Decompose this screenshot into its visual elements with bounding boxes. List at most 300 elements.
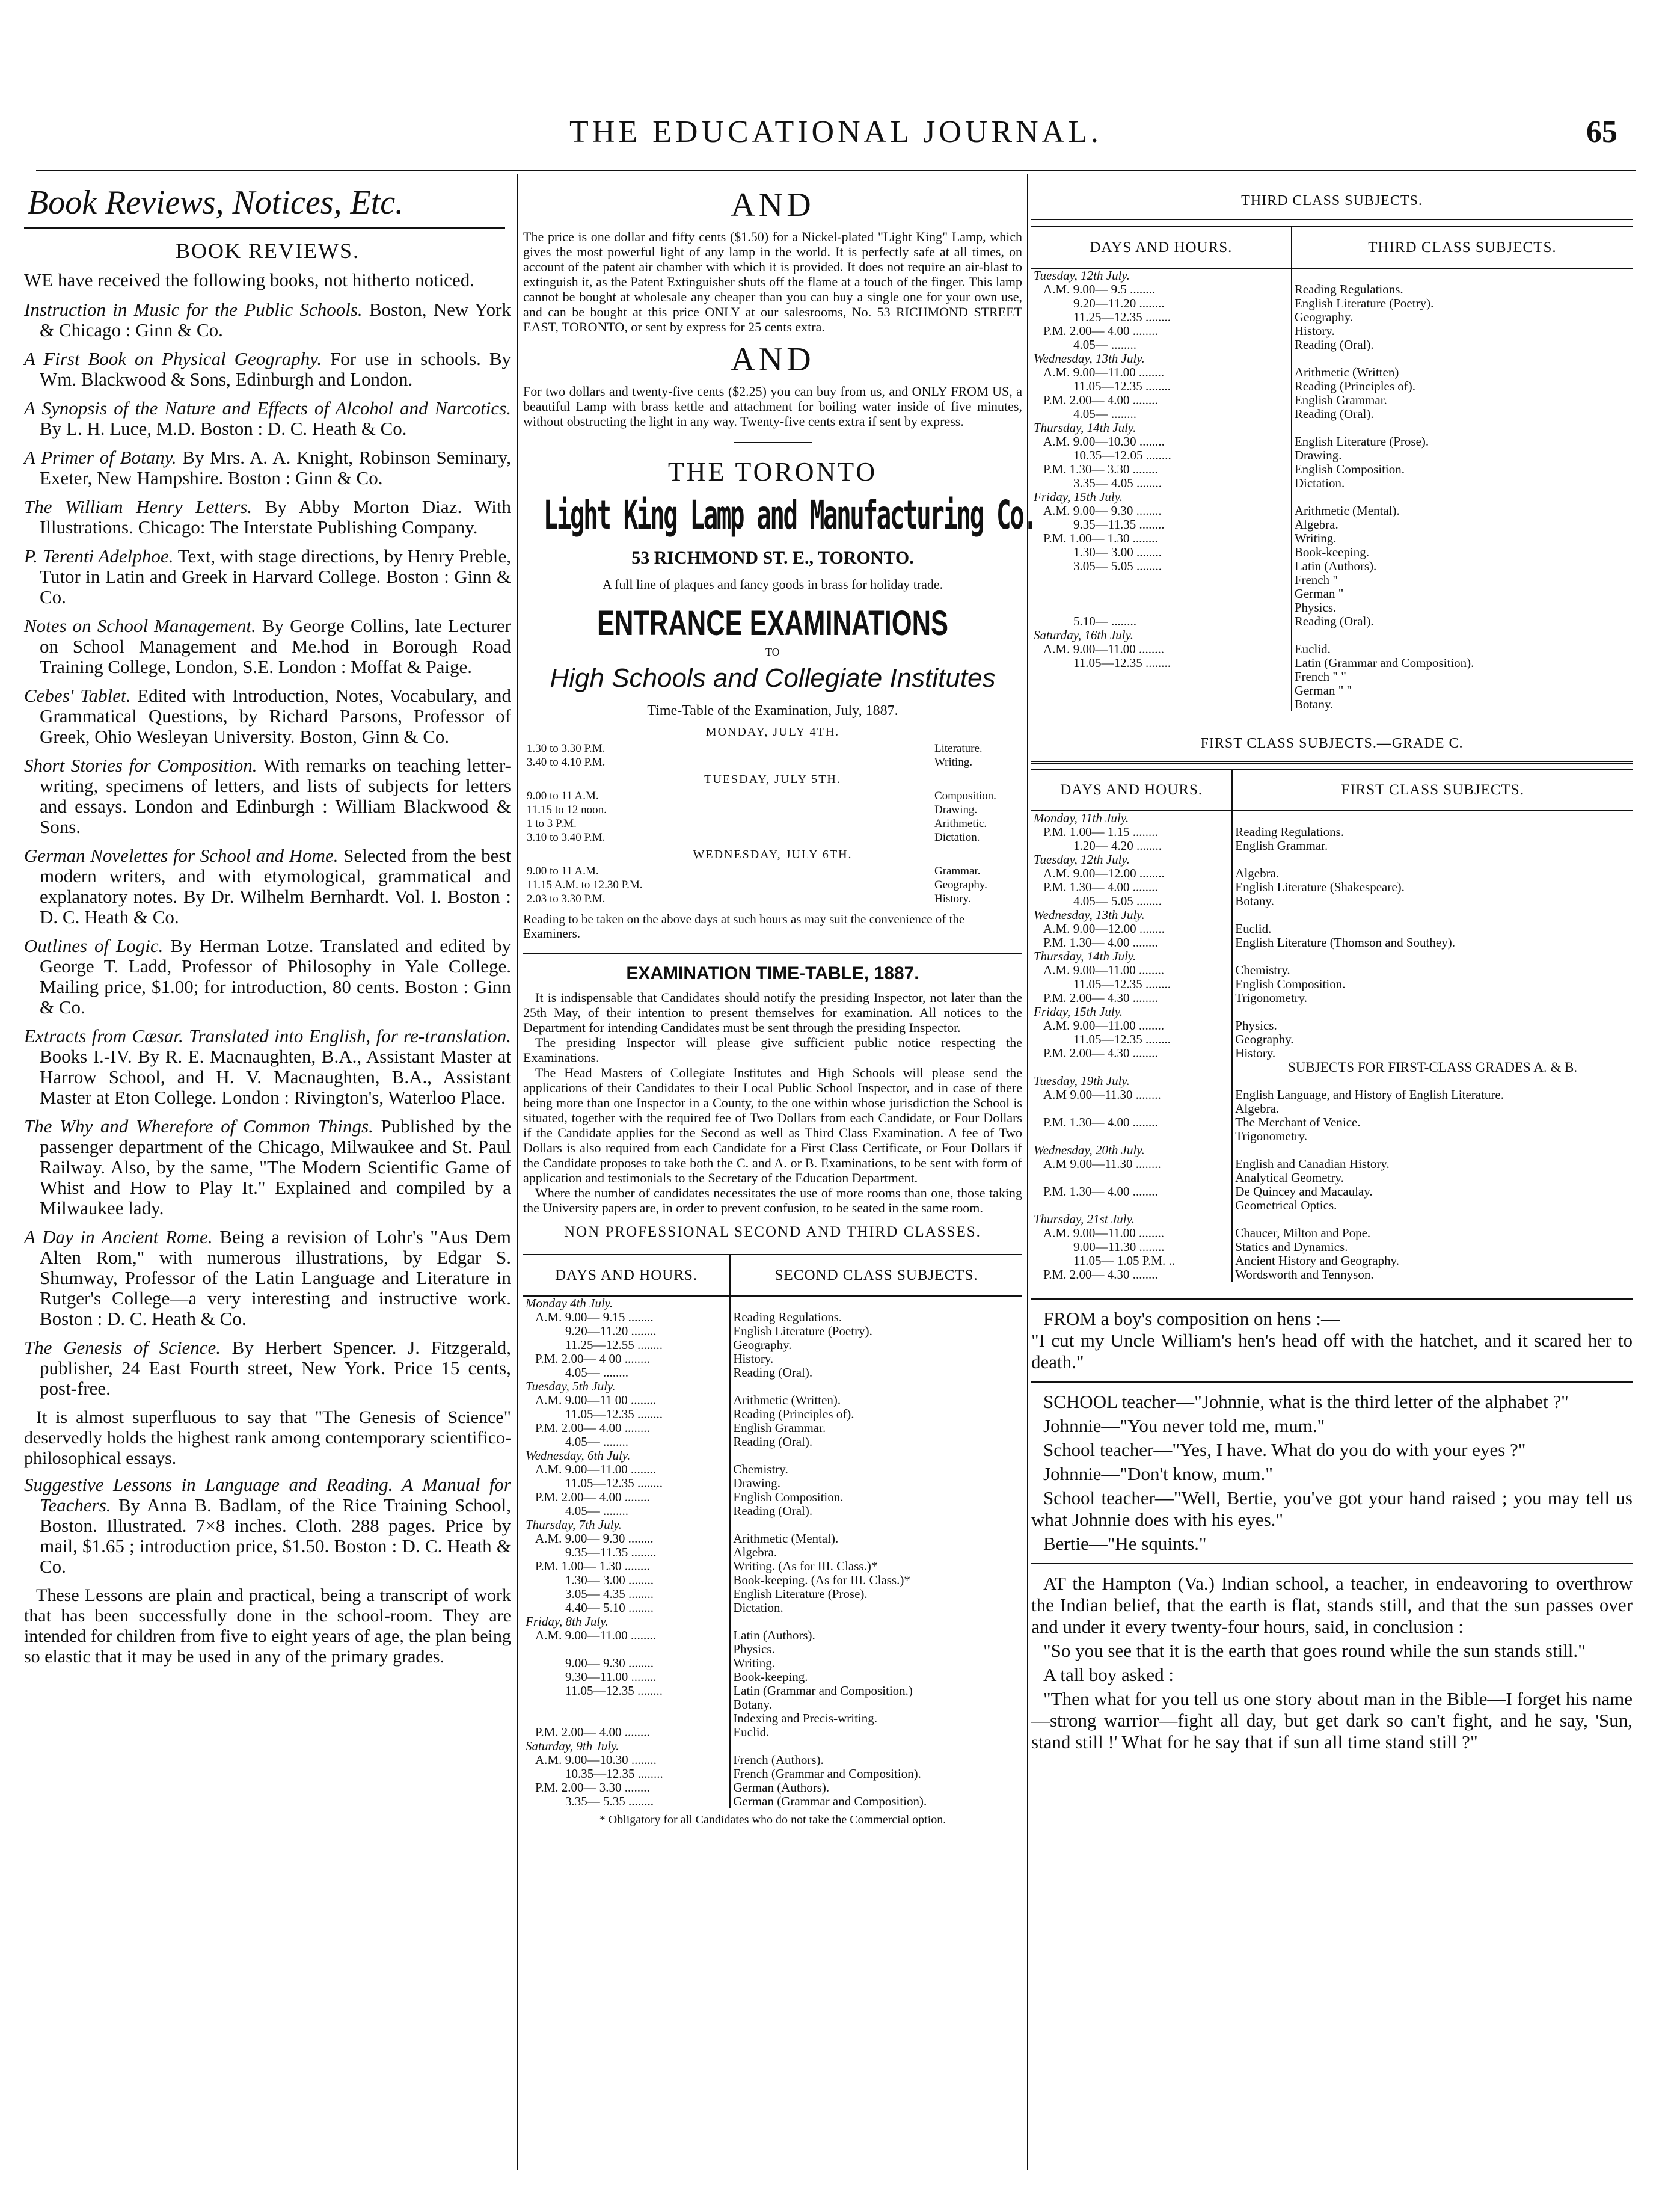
- company-name: Light King Lamp and Manufacturing Co.: [543, 492, 1037, 538]
- hours-cell: [1031, 587, 1292, 601]
- hours-cell: 3.05— 4.35 ........: [565, 1587, 654, 1601]
- day-label: Thursday, 7th July.: [526, 1517, 622, 1532]
- hours-cell: 1.20— 4.20 ........: [1073, 838, 1162, 853]
- hours-cell: [1031, 1102, 1232, 1116]
- hours-cell: A.M. 9.00—10.30 ........: [1043, 434, 1165, 449]
- subject-cell: English Literature (Thomson and Southey).: [1232, 936, 1633, 950]
- slot-time: 9.00 to 11 A.M.: [527, 790, 599, 802]
- subject-cell: Chemistry.: [730, 1463, 1022, 1476]
- table-row: [1031, 908, 1633, 922]
- subject-cell: Reading (Oral).: [1292, 338, 1633, 352]
- lessons-paragraph: These Lessons are plain and practical, being a transcript of work that has been successfully done in the school-room. They are intended for children from five to eight years of age, the plan being so elastic that it may be used in any of the primary grades.: [24, 1585, 511, 1667]
- table-row: [1031, 559, 1633, 573]
- anecdote-line: "So you see that it is the earth that goes round while the sun stands still.": [1043, 1640, 1586, 1661]
- exam-slot: [527, 892, 1019, 906]
- column-header: FIRST CLASS SUBJECTS.: [1232, 769, 1633, 811]
- table-row: [1031, 504, 1633, 518]
- anecdote-line: Johnnie—"You never told me, mum.": [1043, 1415, 1325, 1436]
- table-row: [1031, 532, 1633, 545]
- subject-cell: Botany.: [1232, 894, 1633, 908]
- table-row: [523, 1296, 1022, 1310]
- table-rule: [1031, 219, 1633, 221]
- book-details: Text, with stage directions, by Henry Preble, Tutor in Latin and Greek in Harvard College. Boston : Ginn & Co.: [40, 545, 511, 607]
- book-details: Edited with Introduction, Notes, Vocabulary, and Grammatical Questions, by Richard Parsons, Professor of Greek, Ohio Wesleyan University. Boston, Ginn & Co.: [40, 685, 511, 747]
- divider: [523, 953, 1022, 954]
- table-row: [523, 1421, 1022, 1435]
- subject-cell: English and Canadian History.: [1232, 1157, 1633, 1171]
- hours-cell: 4.05— ........: [1073, 337, 1136, 352]
- table-row: [1031, 366, 1633, 379]
- hours-cell: 9.20—11.20 ........: [1073, 296, 1165, 310]
- table-row: [523, 1725, 1022, 1739]
- table-row: [1031, 587, 1633, 601]
- table-row: [1031, 283, 1633, 296]
- subject-cell: History.: [1232, 1046, 1633, 1060]
- slot-subject: Drawing.: [934, 803, 978, 816]
- table-row: [1031, 1143, 1633, 1157]
- table-row: [523, 1642, 1022, 1656]
- exam-slot: [527, 789, 1019, 803]
- table-row: [1031, 839, 1633, 853]
- hours-cell: A.M. 9.00— 9.30 ........: [535, 1531, 654, 1546]
- hours-cell: P.M. 1.30— 4.00 ........: [1043, 935, 1158, 950]
- exam-paragraph: The presiding Inspector will please give sufficient public notice respecting the Examinations.: [523, 1035, 1022, 1065]
- book-title: The Genesis of Science.: [24, 1337, 221, 1358]
- hours-cell: A.M. 9.00—11.00 ........: [1043, 1018, 1165, 1033]
- subject-cell: Reading (Oral).: [1292, 407, 1633, 421]
- table-row: [1031, 421, 1633, 435]
- section-title: Book Reviews, Notices, Etc.: [28, 184, 404, 221]
- hours-cell: 4.40— 5.10 ........: [565, 1600, 654, 1615]
- book-title: A First Book on Physical Geography.: [24, 348, 322, 369]
- table-row: [1031, 379, 1633, 393]
- anecdote-line: School teacher—"Yes, I have. What do you do with your eyes ?": [1043, 1439, 1526, 1460]
- subject-cell: Euclid.: [730, 1725, 1022, 1739]
- kettle-ad-text: For two dollars and twenty-five cents ($2.25) you can buy from us, and ONLY FROM US, a beautiful Lamp with brass kettle and attachment for boiling water inside of five minutes, without obstructing the light in any way. Twenty-five cents extra if sent by express.: [523, 384, 1022, 429]
- day-label: Saturday, 9th July.: [526, 1739, 619, 1753]
- subject-cell: [1232, 1074, 1633, 1088]
- subject-cell: History.: [1292, 324, 1633, 338]
- subject-cell: Reading (Oral).: [1292, 615, 1633, 628]
- subject-cell: Physics.: [730, 1642, 1022, 1656]
- table-row: [523, 1366, 1022, 1380]
- table-row: [1031, 1046, 1633, 1060]
- day-label: Tuesday, 12th July.: [1034, 852, 1130, 867]
- exam-paragraph: Where the number of candidates necessitates the use of more rooms than one, those taking the University papers are, in order to prevent confusion, to be seated in the same room.: [523, 1185, 1022, 1215]
- subject-cell: [1232, 811, 1633, 825]
- table-row: [523, 1615, 1022, 1629]
- hours-cell: 11.05—12.35 ........: [565, 1683, 663, 1698]
- slot-subject: Composition.: [934, 790, 996, 802]
- hours-cell: P.M. 1.00— 1.30 ........: [535, 1559, 650, 1573]
- subject-cell: Wordsworth and Tennyson.: [1232, 1268, 1633, 1282]
- subject-cell: Algebra.: [730, 1546, 1022, 1559]
- subject-cell: [730, 1739, 1022, 1753]
- toronto-heading: THE TORONTO: [667, 457, 878, 487]
- review-entry: [24, 1116, 511, 1218]
- subject-cell: Algebra.: [1292, 518, 1633, 532]
- subject-cell: [1232, 1143, 1633, 1157]
- slot-time: 11.15 A.M. to 12.30 P.M.: [527, 879, 643, 891]
- anecdote-line: "Then what for you tell us one story about man in the Bible—I forget his name—strong warrior—fight all day, but get dark so can't fight, and he say, 'Sun, stand still !' What for he say that if sun all time stand still ?": [1031, 1688, 1633, 1753]
- subject-cell: [1292, 628, 1633, 642]
- journal-title: THE EDUCATIONAL JOURNAL.: [569, 115, 1102, 149]
- subject-cell: English Language, and History of English Literature.: [1232, 1088, 1633, 1102]
- exam-paragraph: The Head Masters of Collegiate Institutes and High Schools will please send the applications of their Candidates to their Local Public School Inspector, and in case of there being more than one Inspector in a County, to the one within whose jurisdiction the School is situated, together with the required fee of Two Dollars from each Candidate, or Four Dollars if the Candidate applies for the Second as well as Third Class Examination. A fee of Two Dollars is also required from each Candidate for a First Class Certificate, or Four Dollars if the Candidate proposes to take both the C. and A. or B. Examinations, to be sent with form of application and testimonials to the Secretary of the Education Department.: [523, 1065, 1022, 1185]
- book-details: By George Collins, late Lecturer on School Management and Me.hod in Borough Road Training College, London, S.E. London : Moffat & Paige.: [40, 615, 511, 677]
- book-title: Short Stories for Composition.: [24, 755, 257, 776]
- subject-cell: Chaucer, Milton and Pope.: [1232, 1226, 1633, 1240]
- table-row: [1031, 449, 1633, 462]
- hours-cell: 4.05— ........: [1073, 407, 1136, 421]
- company-address: 53 RICHMOND ST. E., TORONTO.: [631, 548, 914, 568]
- hours-cell: 9.30—11.00 ........: [565, 1670, 657, 1684]
- subject-cell: English Composition.: [1292, 462, 1633, 476]
- table-row: [1031, 922, 1633, 936]
- table-row: [1031, 352, 1633, 366]
- day-label: Thursday, 21st July.: [1034, 1212, 1135, 1226]
- table-row: [523, 1352, 1022, 1366]
- table-row: [523, 1739, 1022, 1753]
- table-row: [1031, 1005, 1633, 1019]
- hours-cell: A.M. 9.00— 9.15 ........: [535, 1310, 654, 1324]
- slot-subject: Writing.: [934, 756, 973, 769]
- subject-cell: English Literature (Prose).: [1292, 435, 1633, 449]
- subject-cell: English Grammar.: [1292, 393, 1633, 407]
- table-row: [523, 1518, 1022, 1532]
- subject-cell: English Literature (Prose).: [730, 1587, 1022, 1601]
- subject-cell: English Composition.: [730, 1490, 1022, 1504]
- review-entry: [24, 1227, 511, 1329]
- second-class-table: [523, 1254, 1022, 1808]
- hours-cell: A.M. 9.00—11 00 ........: [535, 1393, 657, 1407]
- slot-time: 9.00 to 11 A.M.: [527, 865, 599, 877]
- subject-cell: Latin (Grammar and Composition).: [1292, 656, 1633, 670]
- table-row: [1031, 1240, 1633, 1254]
- table-row: [523, 1310, 1022, 1324]
- hours-cell: P.M. 2.00— 4.30 ........: [1043, 1046, 1158, 1060]
- hours-cell: [1031, 684, 1292, 698]
- table-row: [1031, 963, 1633, 977]
- table-row: [1031, 1074, 1633, 1088]
- table-row: [523, 1407, 1022, 1421]
- book-title: German Novelettes for School and Home.: [24, 845, 339, 866]
- book-details: For use in schools. By Wm. Blackwood & Sons, Edinburgh and London.: [40, 348, 511, 390]
- divider: [734, 442, 812, 443]
- day-label: Tuesday, 19th July.: [1034, 1074, 1130, 1088]
- hours-cell: 9.00—11.30 ........: [1073, 1240, 1165, 1254]
- day-label: Monday, 11th July.: [1034, 811, 1129, 825]
- hours-cell: P.M. 2.00— 4.30 ........: [1043, 991, 1158, 1005]
- divider: [1031, 1381, 1633, 1383]
- hours-cell: [1031, 698, 1292, 711]
- table-row: [523, 1573, 1022, 1587]
- subject-cell: Book-keeping.: [730, 1670, 1022, 1684]
- book-details: By Anna B. Badlam, of the Rice Training School, Boston. Illustrated. 7×8 inches. Cloth. 288 pages. Price by mail, $1.65 ; introduction price, $1.50. Boston : D. C. Heath & Co.: [40, 1495, 511, 1577]
- review-entry: [24, 1338, 511, 1399]
- table-row: [1031, 268, 1633, 283]
- table-row: [1031, 698, 1633, 711]
- table-row: [523, 1463, 1022, 1476]
- table-row: [523, 1476, 1022, 1490]
- subject-cell: French (Grammar and Composition).: [730, 1767, 1022, 1781]
- review-entry: [24, 1026, 511, 1108]
- hours-cell: 1.30— 3.00 ........: [1073, 545, 1162, 559]
- book-details: By Abby Morton Diaz. With Illustrations. Chicago: The Interstate Publishing Company.: [40, 496, 511, 538]
- to-line: — TO —: [752, 646, 794, 658]
- subject-cell: Writing.: [1292, 532, 1633, 545]
- book-details: By Herman Lotze. Translated and edited by George T. Ladd, Professor of Philosophy in Yale College. Mailing price, $1.00; for introduction, 80 cents. Boston : Ginn & Co.: [40, 935, 511, 1018]
- table-row: [1031, 1226, 1633, 1240]
- subject-cell: Book-keeping. (As for III. Class.)*: [730, 1573, 1022, 1587]
- subject-cell: English Literature (Shakespeare).: [1232, 880, 1633, 894]
- hours-cell: [1031, 601, 1292, 615]
- hours-cell: A.M. 9.00— 9.30 ........: [1043, 503, 1162, 518]
- hours-cell: A.M. 9.00—12.00 ........: [1043, 866, 1165, 880]
- book-title: A Synopsis of the Nature and Effects of Alcohol and Narcotics.: [24, 398, 511, 419]
- table-row: [1031, 894, 1633, 908]
- slot-subject: Literature.: [934, 742, 983, 755]
- subject-cell: Latin (Authors).: [1292, 559, 1633, 573]
- table-row: [1031, 867, 1633, 880]
- hours-cell: A.M. 9.00—10.30 ........: [535, 1753, 657, 1767]
- book-title: The Why and Wherefore of Common Things.: [24, 1116, 373, 1137]
- column-header: THIRD CLASS SUBJECTS.: [1292, 227, 1633, 268]
- hours-cell: P.M. 2.00— 4.00 ........: [535, 1421, 650, 1435]
- hours-cell: A.M 9.00—11.30 ........: [1043, 1087, 1161, 1102]
- high-schools-heading: High Schools and Collegiate Institutes: [550, 663, 996, 693]
- first-class-caption: FIRST CLASS SUBJECTS.—GRADE C.: [1200, 736, 1464, 751]
- table-row: [1031, 1088, 1633, 1102]
- anecdote-line: AT the Hampton (Va.) Indian school, a teacher, in endeavoring to overthrow the Indian belief, that the earth is flat, stands still, and that the sun passes over and under it every twenty-four hours, said, in conclusion :: [1031, 1573, 1633, 1637]
- book-title: A Primer of Botany.: [24, 447, 177, 468]
- table-row: [523, 1670, 1022, 1684]
- subject-cell: Botany.: [730, 1698, 1022, 1712]
- subject-cell: Algebra.: [1232, 1102, 1633, 1116]
- subject-cell: Statics and Dynamics.: [1232, 1240, 1633, 1254]
- advertisement-column: [523, 183, 1037, 2176]
- book-details: With remarks on teaching letter-writing, specimens of letters, and lists of subjects for letters and essays. London and Edinburgh : William Blackwood & Sons.: [40, 755, 511, 837]
- hours-cell: 3.35— 5.35 ........: [565, 1794, 654, 1808]
- subject-cell: German (Grammar and Composition).: [730, 1795, 1022, 1808]
- table-row: [1031, 615, 1633, 628]
- book-details: Boston, New York & Chicago : Ginn & Co.: [40, 299, 511, 340]
- school-teacher-anecdote: [1031, 1391, 1633, 1555]
- table-row: [1031, 490, 1633, 504]
- book-reviews-heading: BOOK REVIEWS.: [176, 239, 360, 263]
- day-label: Monday 4th July.: [526, 1296, 613, 1310]
- book-reviews-column: [24, 183, 511, 2176]
- plaques-line: A full line of plaques and fancy goods in brass for holiday trade.: [602, 577, 943, 592]
- hours-cell: P.M. 2.00— 3.30 ........: [535, 1780, 650, 1795]
- hours-cell: 11.25—12.35 ........: [1073, 310, 1171, 324]
- hours-cell: A.M. 9.00—11.00 ........: [1043, 1226, 1165, 1240]
- hours-cell: 4.05— ........: [565, 1365, 628, 1380]
- entrance-timetable: [523, 725, 1022, 906]
- hours-cell: 4.05— ........: [565, 1434, 628, 1449]
- hours-cell: 5.10— ........: [1073, 614, 1136, 628]
- hours-cell: A.M. 9.00—11.00 ........: [1043, 963, 1165, 977]
- table-row: [1031, 324, 1633, 338]
- table-row: [1031, 1212, 1633, 1226]
- book-details: Selected from the best modern writers, and with etymological, grammatical and explanatory notes. By Dr. Wilhelm Bernhardt. Vol. I. Boston : D. C. Heath & Co.: [40, 845, 512, 927]
- subject-cell: Dictation.: [1292, 476, 1633, 490]
- subject-cell: De Quincey and Macaulay.: [1232, 1185, 1633, 1199]
- subject-cell: Reading Regulations.: [1232, 825, 1633, 839]
- day-label: Thursday, 14th July.: [1034, 949, 1136, 963]
- subject-cell: Reading (Oral).: [730, 1504, 1022, 1518]
- hours-cell: [1031, 670, 1292, 684]
- hours-cell: 9.20—11.20 ........: [565, 1324, 657, 1338]
- table-row: [1031, 1019, 1633, 1033]
- table-row: [1031, 991, 1633, 1005]
- subject-cell: English Composition.: [1232, 977, 1633, 991]
- table-row: [523, 1587, 1022, 1601]
- table-row: [1031, 1254, 1633, 1268]
- exam-slot: [527, 878, 1019, 892]
- review-entry: [24, 936, 511, 1018]
- table-row: [523, 1559, 1022, 1573]
- timetable-heading: Time-Table of the Examination, July, 1887.: [647, 703, 898, 719]
- third-class-table: [1031, 226, 1633, 711]
- book-details: By Herbert Spencer. J. Fitzgerald, publisher, 24 East Fourth street, New York. Price 15 cents, post-free.: [40, 1337, 511, 1399]
- table-row: [523, 1629, 1022, 1642]
- table-row: [1031, 950, 1633, 963]
- review-entry: [24, 300, 511, 340]
- slot-subject: Dictation.: [934, 831, 980, 844]
- and-heading: AND: [731, 341, 815, 378]
- subject-cell: Arithmetic (Mental).: [730, 1532, 1022, 1546]
- hours-cell: P.M. 1.30— 4.00 ........: [1043, 880, 1158, 894]
- hours-cell: 10.35—12.05 ........: [1073, 448, 1171, 462]
- exam-slot: [527, 755, 1019, 769]
- exam-slot: [527, 864, 1019, 878]
- hours-cell: 11.05—12.35 ........: [565, 1476, 663, 1490]
- book-details: By Mrs. A. A. Knight, Robinson Seminary, Exeter, New Hampshire. Boston : Ginn & Co.: [40, 447, 511, 488]
- subject-cell: [1292, 352, 1633, 366]
- table-row: [1031, 310, 1633, 324]
- table-row: [523, 1546, 1022, 1559]
- hours-cell: 9.35—11.35 ........: [1073, 517, 1165, 532]
- exam-slot: [527, 817, 1019, 831]
- anecdote-line: Bertie—"He squints.": [1043, 1533, 1207, 1554]
- table-row: [523, 1795, 1022, 1808]
- day-label: Friday, 8th July.: [526, 1614, 609, 1629]
- subject-cell: Algebra.: [1232, 867, 1633, 880]
- table-row: [1031, 462, 1633, 476]
- column-header: SECOND CLASS SUBJECTS.: [730, 1255, 1022, 1296]
- table-row: [1031, 1102, 1633, 1116]
- table-row: [523, 1324, 1022, 1338]
- review-entry: [24, 616, 511, 677]
- exam-slot: [527, 742, 1019, 755]
- exam-slot: [527, 831, 1019, 844]
- hours-cell: 11.05—12.35 ........: [565, 1407, 663, 1421]
- hours-cell: [1031, 1199, 1232, 1212]
- exam-day: WEDNESDAY, JULY 6TH.: [693, 848, 853, 861]
- review-entry: [24, 686, 511, 747]
- subject-cell: German " ": [1292, 684, 1633, 698]
- hours-cell: A.M. 9.00—12.00 ........: [1043, 921, 1165, 936]
- table-row: [1031, 670, 1633, 684]
- hours-cell: 3.35— 4.05 ........: [1073, 476, 1162, 490]
- table-row: [1031, 407, 1633, 421]
- hours-cell: [523, 1712, 730, 1725]
- book-details: Books I.-IV. By R. E. Macnaughten, B.A., Assistant Master at Harrow School, and H. V. Macnaughten, B.A., Assistant Master at Eton College. London : Rivington's, Waterloo Place.: [40, 1046, 511, 1108]
- subject-cell: [1232, 853, 1633, 867]
- table-row: [1031, 628, 1633, 642]
- hours-cell: P.M. 2.00— 4.00 ........: [535, 1725, 650, 1739]
- subject-cell: Euclid.: [1232, 922, 1633, 936]
- nonprofessional-heading: NON PROFESSIONAL SECOND AND THIRD CLASSES.: [564, 1224, 981, 1240]
- subject-cell: Latin (Authors).: [730, 1629, 1022, 1642]
- subject-cell: Dictation.: [730, 1601, 1022, 1615]
- table-row: [523, 1656, 1022, 1670]
- table-rule: [1031, 761, 1633, 764]
- hours-cell: P.M. 1.30— 4.00 ........: [1043, 1184, 1158, 1199]
- subject-cell: French " ": [1292, 670, 1633, 684]
- hours-cell: P.M. 1.30— 3.30 ........: [1043, 462, 1158, 476]
- subject-cell: Drawing.: [1292, 449, 1633, 462]
- subject-cell: Writing. (As for III. Class.)*: [730, 1559, 1022, 1573]
- subject-cell: Reading Regulations.: [1292, 283, 1633, 296]
- table-row: [523, 1435, 1022, 1449]
- table-row: [1031, 1185, 1633, 1199]
- table-row: [1031, 435, 1633, 449]
- table-row: [523, 1712, 1022, 1725]
- slot-time: 3.10 to 3.40 P.M.: [527, 831, 606, 844]
- anecdote-line: SCHOOL teacher—"Johnnie, what is the third letter of the alphabet ?": [1043, 1391, 1569, 1412]
- hours-cell: 10.35—12.35 ........: [565, 1766, 663, 1781]
- subject-cell: English Grammar.: [1232, 839, 1633, 853]
- hours-cell: [523, 1642, 730, 1656]
- table-row: [523, 1684, 1022, 1698]
- table-row: [523, 1767, 1022, 1781]
- hours-cell: [1031, 1129, 1232, 1143]
- footnote: * Obligatory for all Candidates who do not take the Commercial option.: [599, 1813, 946, 1826]
- book-title: Cebes' Tablet.: [24, 685, 131, 706]
- book-title: Outlines of Logic.: [24, 935, 164, 956]
- subject-cell: Geography.: [730, 1338, 1022, 1352]
- book-details: Published by the passenger department of the Chicago, Milwaukee and St. Paul Railway. Also, by the same, "The Modern Scientific Game of Whist and How to Play It." Explained and compiled by a Milwaukee lady.: [40, 1116, 511, 1218]
- subject-cell: Analytical Geometry.: [1232, 1171, 1633, 1185]
- page-number: 65: [1586, 115, 1617, 149]
- day-label: Wednesday, 6th July.: [526, 1448, 631, 1463]
- table-row: [523, 1532, 1022, 1546]
- book-details: Being a revision of Lohr's "Aus Dem Alten Rom," with numerous illustrations, by Edgar S. Shumway, Professor of the Latin Language and Literature in Rutger's College—a very interesting and instructive work. Boston : D. C. Heath & Co.: [40, 1226, 511, 1329]
- day-label: Friday, 15th July.: [1034, 1004, 1123, 1019]
- hours-cell: [523, 1698, 730, 1712]
- subject-cell: Physics.: [1232, 1019, 1633, 1033]
- day-label: Wednesday, 13th July.: [1034, 908, 1145, 922]
- table-row: [1031, 825, 1633, 839]
- subject-cell: Physics.: [1292, 601, 1633, 615]
- hours-cell: P.M. 2.00— 4.30 ........: [1043, 1267, 1158, 1282]
- subject-cell: Reading (Oral).: [730, 1435, 1022, 1449]
- slot-subject: History.: [934, 892, 971, 905]
- subject-cell: Reading (Principles of).: [1292, 379, 1633, 393]
- book-title: The William Henry Letters.: [24, 496, 253, 517]
- slot-time: 11.15 to 12 noon.: [527, 803, 607, 816]
- table-row: [1031, 642, 1633, 656]
- day-label: Wednesday, 13th July.: [1034, 351, 1145, 366]
- table-rule: [523, 1247, 1022, 1249]
- review-entry: [24, 1475, 511, 1577]
- slot-time: 2.03 to 3.30 P.M.: [527, 892, 606, 905]
- subject-cell: [1292, 268, 1633, 283]
- table-row: [523, 1698, 1022, 1712]
- hours-cell: 9.35—11.35 ........: [565, 1545, 657, 1559]
